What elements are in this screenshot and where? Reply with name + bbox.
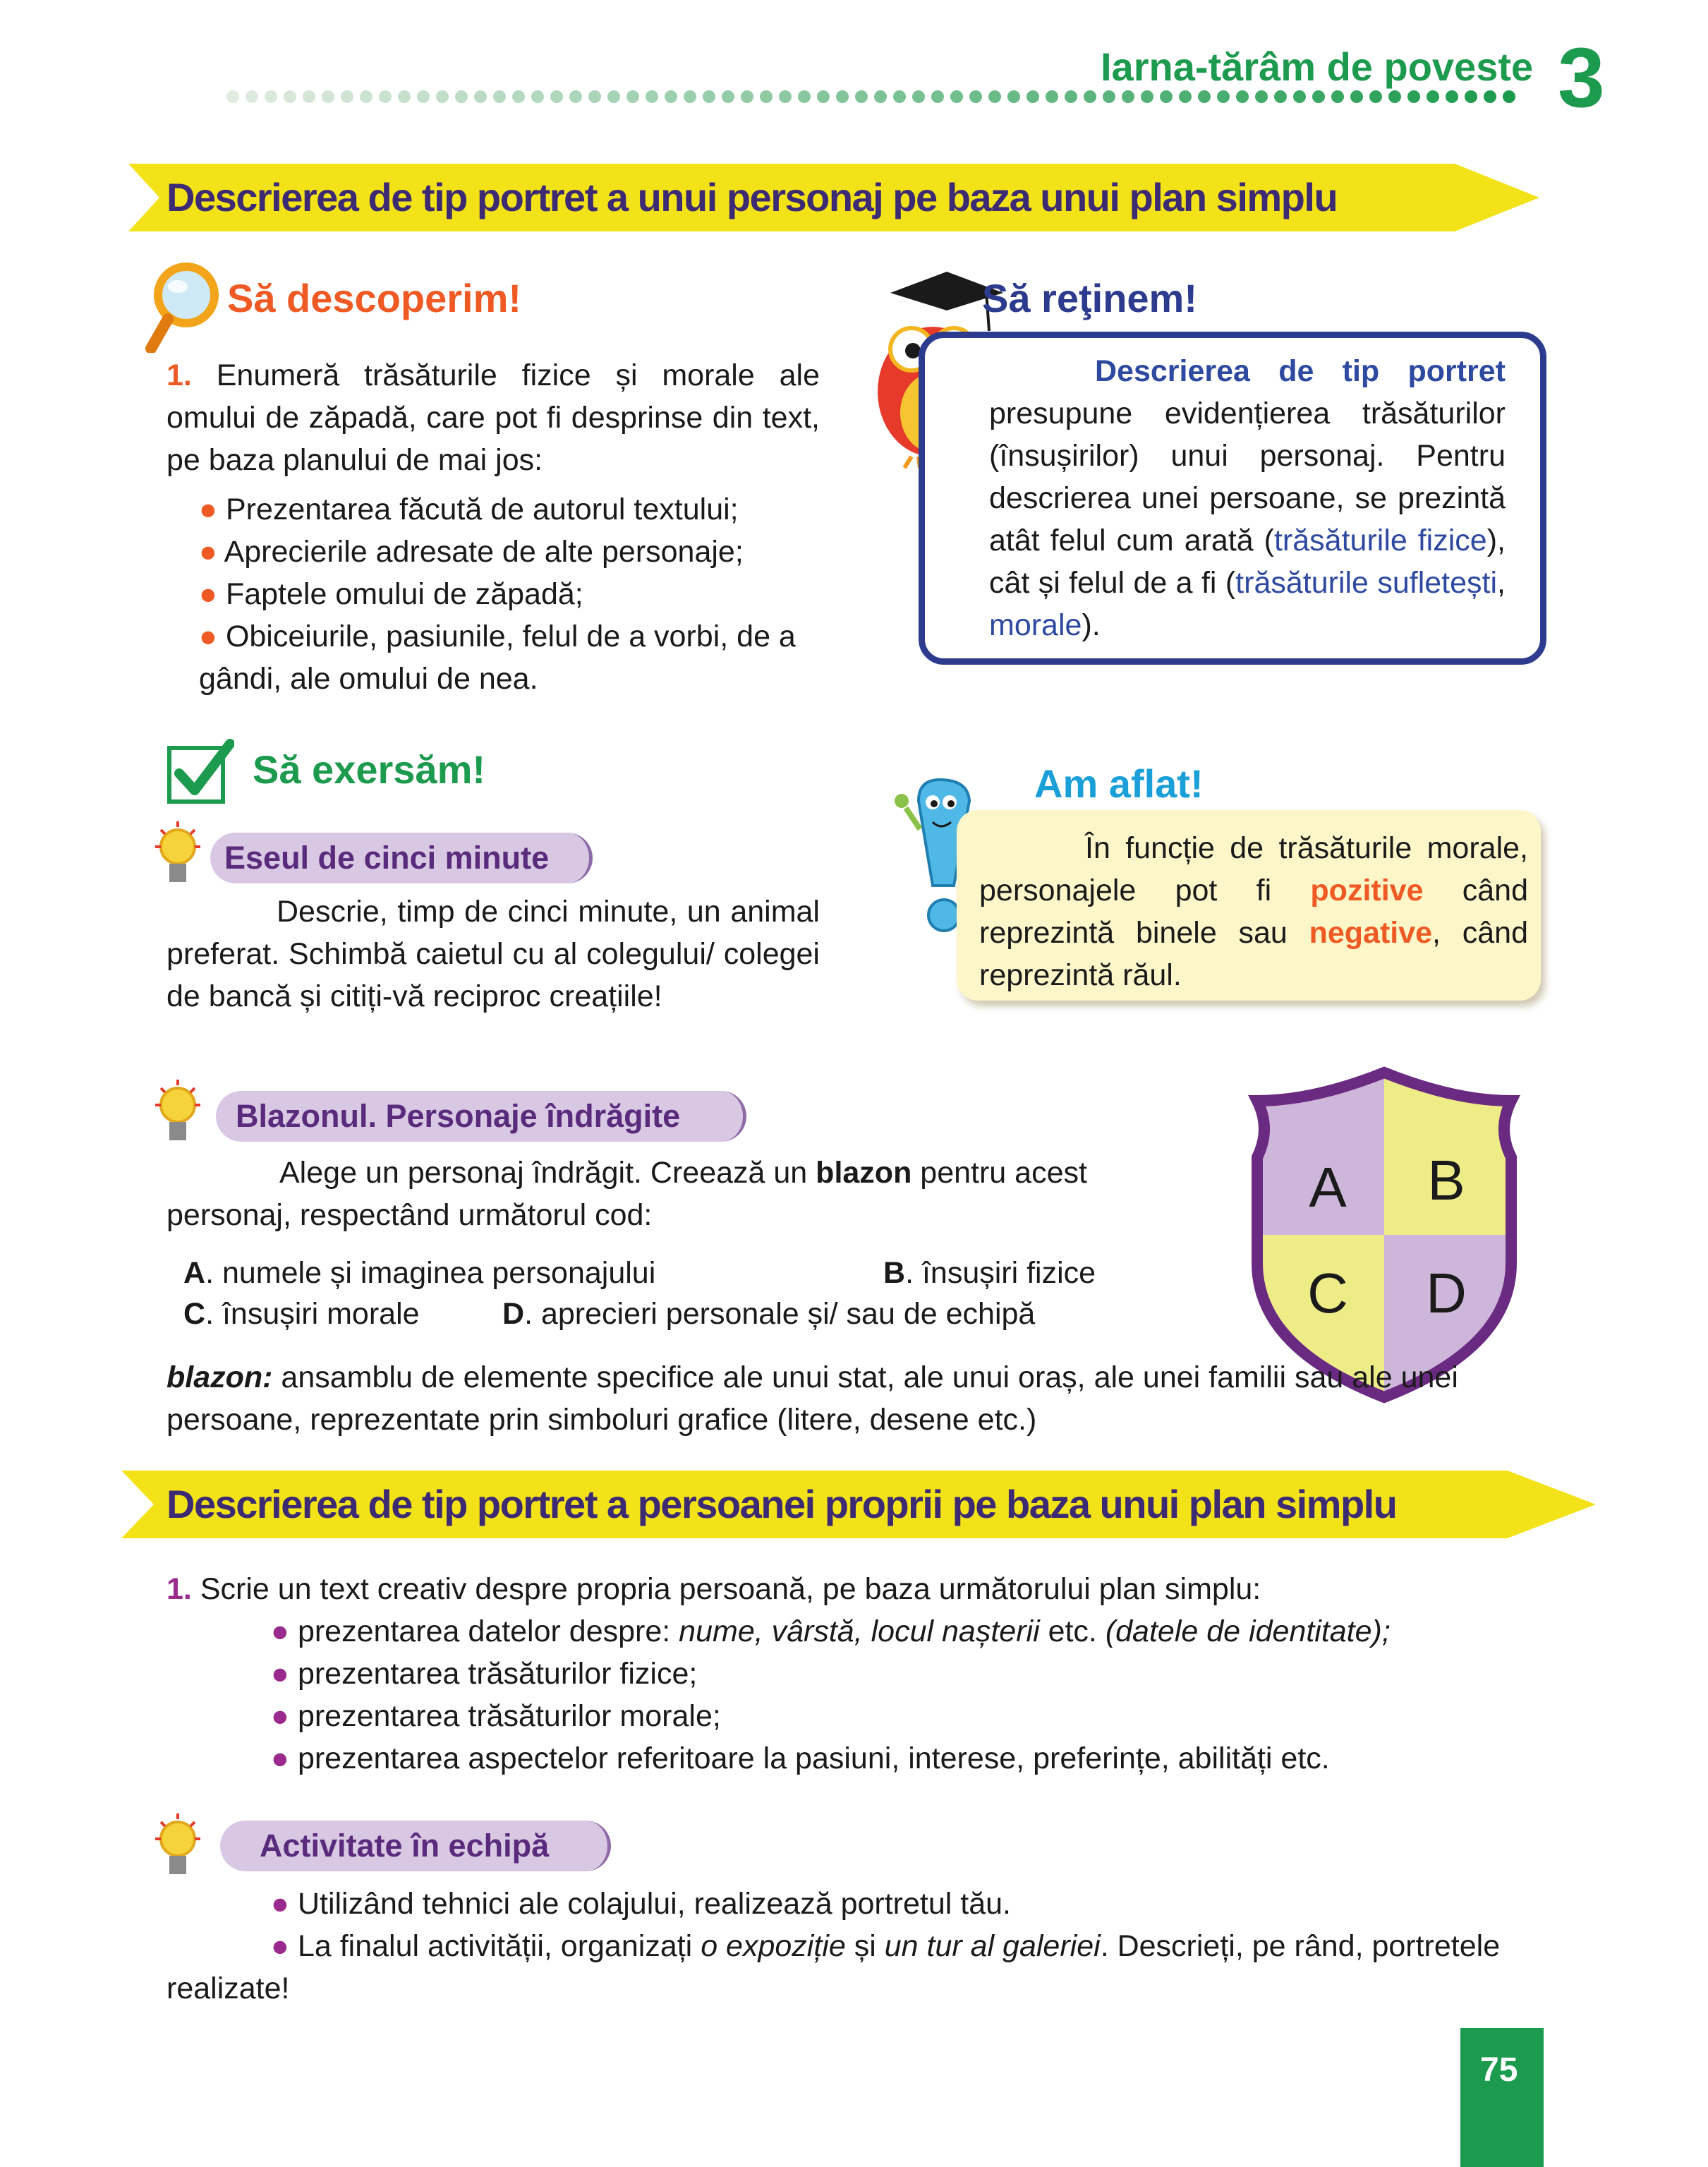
term-soul: trăsăturile sufletești — [1235, 566, 1498, 600]
blazon-bold: blazon — [816, 1156, 912, 1190]
divider-dot — [703, 90, 715, 103]
negative-term: negative — [1309, 916, 1433, 950]
divider-dot — [1312, 90, 1325, 103]
list-item: ● prezentarea datelor despre: nume, vârstă, locul nașterii etc. (datele de identitate); — [271, 1614, 1391, 1648]
divider-dot — [817, 90, 830, 103]
section1-banner-title: Descrierea de tip portret a unui personaj pe baza unui plan simplu — [166, 175, 1338, 219]
divider-dot — [531, 90, 544, 103]
divider-dot — [1198, 90, 1211, 103]
exercise-number: 1. — [166, 358, 192, 392]
divider-dot — [512, 90, 525, 103]
shield-letter-b: B — [1427, 1149, 1465, 1212]
divider-dot — [588, 90, 601, 103]
shield-letter-a: A — [1309, 1156, 1347, 1219]
list-item: ● prezentarea trăsăturilor fizice; — [271, 1657, 698, 1691]
divider-dot — [360, 90, 373, 103]
divider-dot — [398, 90, 411, 103]
divider-dot — [1274, 90, 1287, 103]
divider-dot — [1503, 90, 1515, 103]
checkmark-icon — [166, 738, 234, 806]
section2-banner-title: Descrierea de tip portret a persoanei proprii pe baza unui plan simplu — [166, 1482, 1397, 1526]
divider-dot — [741, 90, 753, 103]
divider-dot — [760, 90, 773, 103]
divider-dot — [1007, 90, 1020, 103]
list-item: ● prezentarea aspectelor referitoare la pasiuni, interese, preferințe, abilități etc. — [271, 1742, 1330, 1775]
divider-dot — [684, 90, 696, 103]
blazon-label: Blazonul. Personaje îndrăgite — [236, 1098, 681, 1134]
descoperim-heading: Să descoperim! — [227, 276, 522, 320]
divider-dot — [550, 90, 563, 103]
blazon-definition: blazon: ansamblu de elemente specifice ale unui stat, ale unui oraș, ale unei familii sau ale unei persoane, reprezentate prin simboluri grafice (litere, desene etc.) — [166, 1360, 1458, 1437]
eseu-label: Eseul de cinci minute — [224, 840, 550, 876]
term-moral: morale — [989, 608, 1082, 642]
list-item: ● prezentarea trăsăturilor morale; — [271, 1699, 721, 1733]
divider-dot — [303, 90, 315, 103]
activity-2: ● La finalul activității, organizați o expoziție și un tur al galeriei. Descrieți, pe rând, portretele realizate! — [166, 1929, 1501, 2005]
lightbulb-icon — [150, 1812, 206, 1883]
divider-dot — [1084, 90, 1096, 103]
divider-dot — [1160, 90, 1173, 103]
activity-1: ● Utilizând tehnici ale colajului, realizează portretul tău. — [271, 1887, 1011, 1921]
magnifier-icon — [143, 261, 220, 353]
term-physical: trăsăturile fizice — [1273, 524, 1487, 557]
divider-dot — [246, 90, 258, 103]
divider-dot — [950, 90, 963, 103]
divider-dot — [1465, 90, 1477, 103]
divider-dot — [1427, 90, 1439, 103]
divider-dot — [1255, 90, 1268, 103]
code-c: C. însușiri morale — [183, 1297, 420, 1331]
divider-dot — [455, 90, 468, 103]
divider-dot — [646, 90, 658, 103]
descoperim-list — [199, 488, 820, 700]
divider-dot — [1179, 90, 1192, 103]
divider-dot — [798, 90, 811, 103]
divider-dot — [969, 90, 982, 103]
lightbulb-icon — [150, 820, 206, 891]
pozitive-term: pozitive — [1310, 874, 1424, 907]
divider-dot — [417, 90, 430, 103]
dotted-divider — [226, 86, 1708, 107]
divider-dot — [493, 90, 506, 103]
aflat-heading: Am aflat! — [1034, 761, 1204, 806]
divider-dot — [836, 90, 849, 103]
page-number: 75 — [1480, 2051, 1518, 2089]
chapter-number: 3 — [1558, 30, 1605, 125]
divider-dot — [1065, 90, 1077, 103]
lightbulb-icon — [150, 1078, 206, 1149]
page-number-box — [1460, 2028, 1544, 2167]
chapter-title: Iarna-tărâm de poveste — [1101, 44, 1534, 89]
retinem-text: Descrierea de tip portret presupune evidențierea trăsăturilor (însușirilor) unui personaj. Pentru descrierea unei persoane, se prezintă atât felul cum arată (trăsăturile fizice), cât și felul de a fi (trăsăturile sufletești, morale). — [989, 354, 1506, 642]
divider-dot — [1388, 90, 1401, 103]
divider-dot — [1046, 90, 1058, 103]
divider-dot — [1141, 90, 1153, 103]
divider-dot — [265, 90, 277, 103]
divider-dot — [1369, 90, 1382, 103]
eseu-text: Descrie, timp de cinci minute, un animal preferat. Schimbă caietul cu al colegului/ colegei de bancă și citiți-vă reciproc creațiile! — [166, 895, 820, 1013]
definition-term: blazon: — [166, 1360, 273, 1394]
list-item: ● Obiceiurile, pasiunile, felul de a vorbi, de a gândi, ale omului de nea. — [199, 620, 796, 696]
divider-dot — [569, 90, 582, 103]
divider-dot — [893, 90, 906, 103]
divider-dot — [912, 90, 925, 103]
descoperim-intro-text: Enumeră trăsăturile fizice și morale ale omului de zăpadă, care pot fi desprinse din text, pe baza planului de mai jos: — [166, 358, 820, 477]
code-b: B. însușiri fizice — [883, 1256, 1096, 1290]
divider-dot — [341, 90, 353, 103]
divider-dot — [1407, 90, 1420, 103]
code-a: A. numele și imaginea personajului — [183, 1256, 656, 1290]
list-item: ● Aprecierile adresate de alte personaje; — [199, 535, 744, 569]
exersam-heading: Să exersăm! — [253, 747, 486, 792]
divider-dot — [722, 90, 734, 103]
divider-dot — [436, 90, 449, 103]
divider-dot — [665, 90, 677, 103]
divider-dot — [1331, 90, 1344, 103]
aflat-text: În funcție de trăsăturile morale, personajele pot fi pozitive când reprezintă binele sau negative, când reprezintă răul. — [979, 831, 1528, 992]
retinem-heading: Să reţinem! — [982, 276, 1197, 320]
blazon-text: Alege un personaj îndrăgit. Creează un blazon pentru acest personaj, respectând următorul cod: — [166, 1156, 1087, 1232]
divider-dot — [1484, 90, 1496, 103]
divider-dot — [379, 90, 392, 103]
code-d: D. aprecieri personale și/ sau de echipă — [502, 1297, 1036, 1331]
divider-dot — [1350, 90, 1363, 103]
list-item: ● Prezentarea făcută de autorul textului; — [199, 493, 739, 526]
divider-dot — [855, 90, 868, 103]
divider-dot — [322, 90, 334, 103]
divider-dot — [226, 90, 239, 103]
divider-dot — [1217, 90, 1230, 103]
divider-dot — [1446, 90, 1458, 103]
divider-dot — [874, 90, 887, 103]
divider-dot — [779, 90, 792, 103]
shield-letter-d: D — [1426, 1262, 1467, 1324]
divider-dot — [1236, 90, 1249, 103]
divider-dot — [1293, 90, 1306, 103]
divider-dot — [1122, 90, 1134, 103]
section2-intro: 1. Scrie un text creativ despre propria persoană, pe baza următorului plan simplu: — [166, 1572, 1261, 1606]
divider-dot — [988, 90, 1001, 103]
activity-label: Activitate în echipă — [260, 1828, 550, 1864]
divider-dot — [1103, 90, 1115, 103]
divider-dot — [931, 90, 944, 103]
retinem-term: Descrierea de tip portret — [1095, 354, 1506, 388]
divider-dot — [284, 90, 296, 103]
divider-dot — [626, 90, 639, 103]
divider-dot — [607, 90, 620, 103]
section2-list — [271, 1610, 1562, 1780]
exercise-number: 1. — [166, 1572, 192, 1606]
divider-dot — [1026, 90, 1039, 103]
descoperim-intro — [166, 354, 820, 481]
list-item: ● Faptele omului de zăpadă; — [199, 577, 583, 611]
divider-dot — [474, 90, 487, 103]
shield-letter-c: C — [1307, 1262, 1348, 1324]
